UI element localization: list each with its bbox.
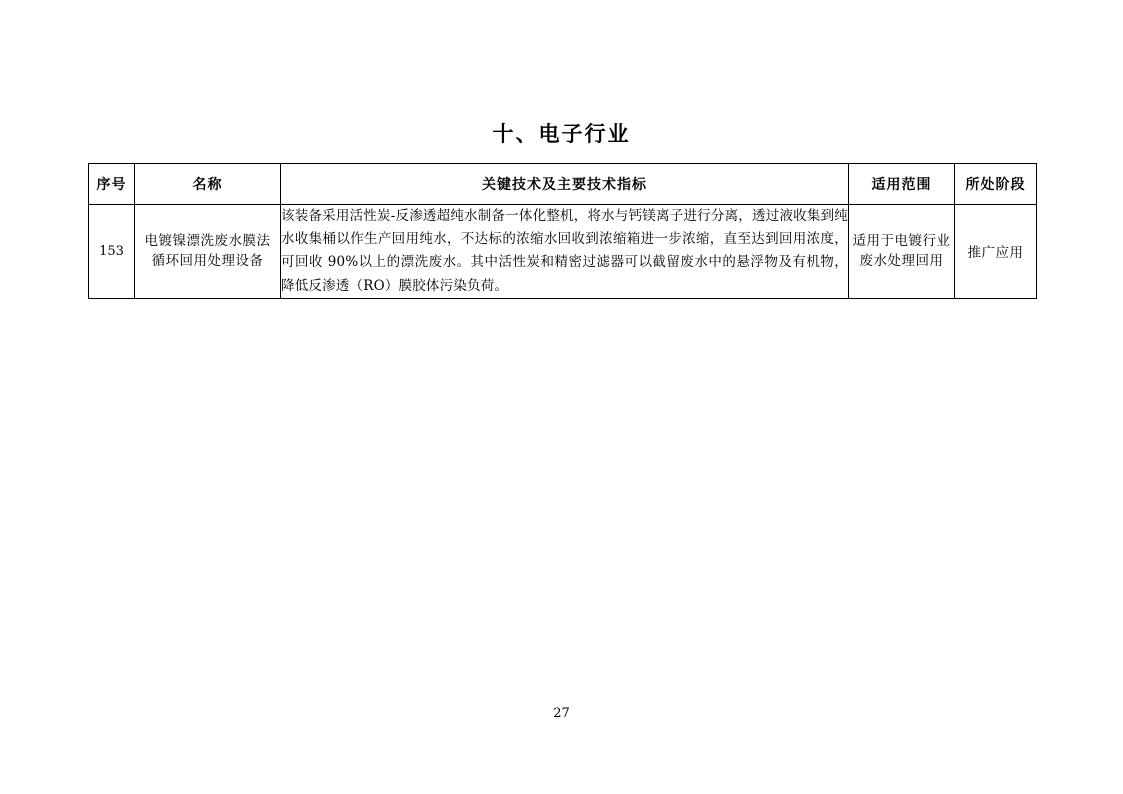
cell-tech-description: 该装备采用活性炭-反渗透超纯水制备一体化整机，将水与钙镁离子进行分离，透过液收集到纯水收集桶以作生产回用纯水，不达标的浓缩水回收到浓缩箱进一步浓缩，直至达到回用浓度，可回收 90%以上的漂洗废水。其中活性炭和精密过滤器可以截留废水中的悬浮物及有机物，降低反渗透（RO）膜胶体污染负荷。 — [281, 205, 849, 299]
technology-table-container — [88, 163, 1036, 299]
column-header-tech: 关键技术及主要技术指标 — [281, 164, 849, 205]
table-row — [89, 205, 1037, 299]
cell-name — [135, 205, 281, 299]
table-body — [89, 205, 1037, 299]
column-header-stage: 所处阶段 — [955, 164, 1037, 205]
cell-name-line-2: 循环回用处理设备 — [151, 253, 264, 270]
cell-scope-line-1: 适用于电镀行业 — [852, 232, 951, 249]
cell-name-line-1: 电镀镍漂洗废水膜法 — [144, 232, 271, 249]
cell-scope-line-2: 废水处理回用 — [859, 253, 944, 270]
table-header-row — [89, 164, 1037, 205]
column-header-scope: 适用范围 — [849, 164, 955, 205]
table-header — [89, 164, 1037, 205]
column-header-no: 序号 — [89, 164, 135, 205]
page-title: 十、电子行业 — [492, 121, 631, 146]
cell-no: 153 — [89, 205, 135, 299]
page-number: 27 — [553, 706, 570, 721]
cell-scope — [849, 205, 955, 299]
technology-table — [88, 163, 1037, 299]
column-header-name: 名称 — [135, 164, 281, 205]
cell-stage: 推广应用 — [955, 205, 1037, 299]
